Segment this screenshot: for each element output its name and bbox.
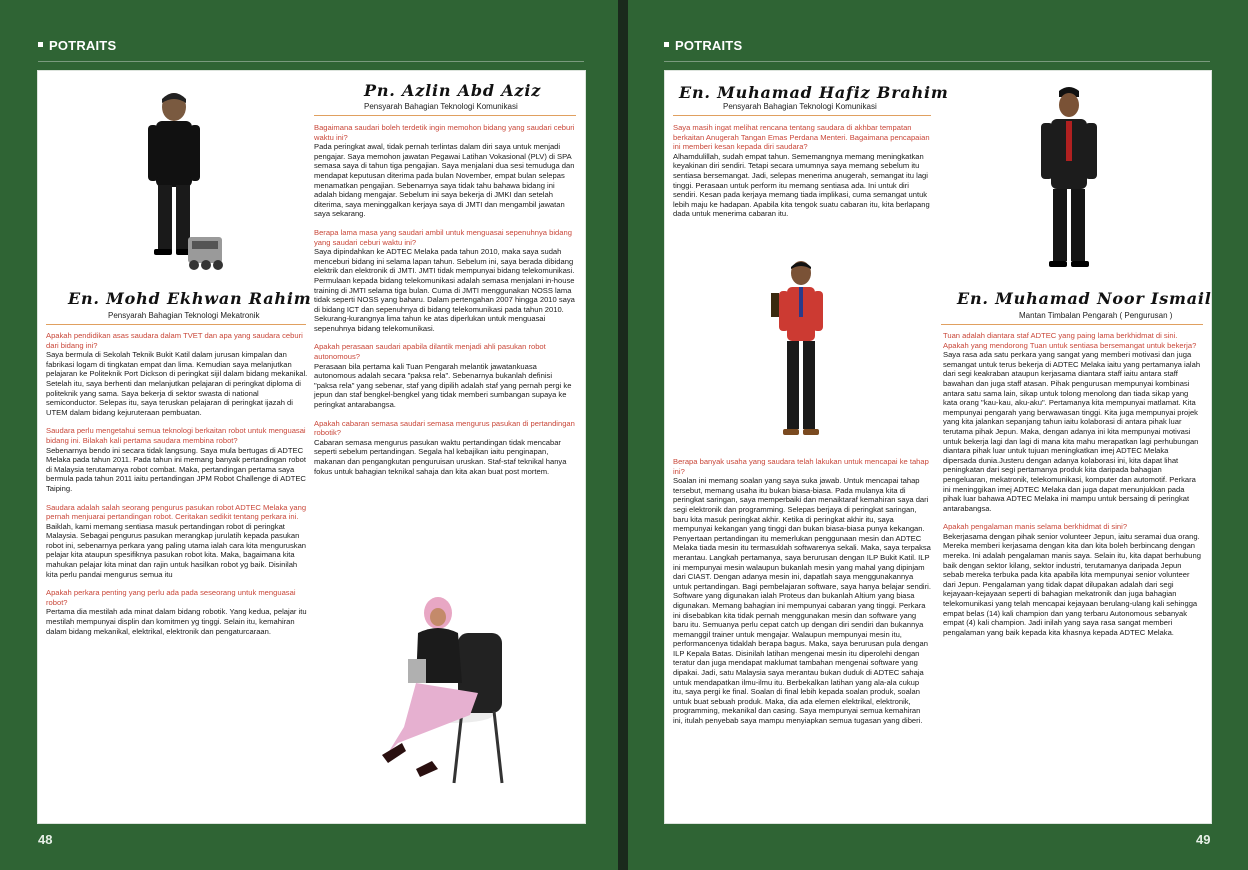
profile-role-ekhwan: Pensyarah Bahagian Teknologi Mekatronik	[108, 311, 260, 320]
bullet-icon	[664, 42, 669, 47]
question-text: Berapa banyak usaha yang saudara telah lakukan untuk mencapai ke tahap ini?	[673, 457, 929, 476]
question-text: Tuan adalah diantara staf ADTEC yang paing lama berkhidmat di sini. Apakah yang mendorong Tuan untuk sentiasa bersemangat untuk bekerja?	[943, 331, 1197, 350]
section-rule	[664, 61, 1210, 62]
answer-text: Soalan ini memang soalan yang saya suka jawab. Untuk mencapai tahap tersebut, memang usaha itu bukan biasa-biasa. Pada mulanya kita di peringkat saringan, saya memperbaiki dan menaiktaraf kemahiran saya dari segi elektronik dan programming. Selepas berjaya di peringkat saringan, baru kita masuk peringkat akhir. Ketika di peringkat akhir itu, saya mempunyai kekangan yang tinggi dan bukan biasa-biasa punya kekangan. Penyertaan pertandingan itu memerlukan penggunaan mesin dan ADTEC Melaka tiada mesin itu termasuklah softwarenya sekali. Maka, saya terpaksa merantau. Langkah pertamanya, saya berurusan dengan ILP Bukit Katil. ILP ini mempunyai mesin walaupun bukanlah mesin yang mahal yang dipinjam dari CIAST. Dengan adanya mesin ini, dapatlah saya menggunakannya untuk pertandingan. Bagi pembelajaran software, saya hanya belajar sendiri. Software yang digunakan ialah Proteus dan bukanlah Altium yang biasa digunakan. Memang bahagian ini mempunyai cabaran yang tinggi. Perkara ini disebabkan kita tidak pernah menggunakan mesin dan software yang baru itu. Semuanya perlu cepat catch up dengan diri sendiri dan bukannya memanggil trainer untuk mengajar. Walaupun mempunyai mesin itu, performancenya tidaklah berapa bagus. Maka, saya berurusan pula dengan ILP Kepala Batas. Disinilah latihan mengenai mesin itu diperolehi dengan teratur dan juga mendapat maklumat tambahan mengenai software yang dipakai. Jadi, satu Malaysia saya merantau bukan duduk di ADTEC sahaja untuk mendapatkan ilmu-ilmu itu. Berbekalkan latihan yang ala-ala cukup itu, saya pergi ke final. Soalan di final lebih kepada soalan produk, soalan untuk buat sebuah produk. Maka, dia ada elemen elektrikal, elektronik, programming, mekanikal dan casing. Saya mempunyai semua kemahiran ini, itulah penyebab saya mampu menyiapkan semua tugasan yang diberi.	[673, 476, 931, 726]
qa-block	[943, 331, 1203, 513]
qa-block	[46, 588, 308, 636]
profile-role-noor: Mantan Timbalan Pengarah ( Pengurusan )	[1019, 311, 1173, 320]
profile-name-ekhwan: En. Mohd Ekhwan Rahim	[68, 289, 312, 308]
question-text: Apakah pengalaman manis selama berkhidmat di sini?	[943, 522, 1128, 532]
answer-text: Pada peringkat awal, tidak pernah terlintas dalam diri saya untuk menjadi pengajar. Saya memohon jawatan Pegawai Latihan Vokasional (PLV) di SPA semasa saya di tahun tiga pengajian. Saya menjalani dua sesi temuduga dan mendapat keputusan diterima pada bulan November, empat bulan selepas menamatkan pengajian. Sebenarnya saya tidak tahu bahawa bidang ini adalah bidang mengajar. Sebelum ini saya bekerja di JMKI dan setelah diterima, saya meninggalkan kerjaya saya di JMTI dan mengambil jawatan saya sekarang.	[314, 142, 575, 219]
answer-text: Cabaran semasa mengurus pasukan waktu pertandingan tidak mencabar seperti sebelum pertandingan. Segala hal kebajikan iaitu penginapan, makanan dan pengangkutan penguruisan uruskan. Staf-staf teknikal hanya fokus untuk bahagian teknikal sahaja dan kita akan buat post mortem.	[314, 437, 567, 476]
portrait-photo-ekhwan	[126, 87, 236, 283]
qa-block	[314, 342, 576, 409]
section-title: POTRAITS	[664, 38, 742, 53]
answer-text: Bekerjasama dengan pihak senior volunteer Jepun, iaitu seramai dua orang. Mereka memberi kerjasama dengan kita dan kita boleh berbincang dengan mereka. Ini adalah pengalaman manis saya. Selain itu, kita dapat berhubung baik dengan sektor kilang, sektor industri, terutamanya daripada Jepun sebab mereka terbuka pada kita apabila kita mempunyai senior volunteer dari Jepun. Pengalaman yang tidak dapat dilupakan adalah dari segi kejayaan-kejayaan seperti di bahagian mekatronik dan juga bahagian telekomunikasi yang telah mencapai kejayaan berulang-ulang kali sehingga empat belas (14) kali champion dan yang terbaru Autonomous sebanyak empat (4) kali champion. Jadi inilah yang saya rasa sangat memberi pengalaman yang baik kepada kita khasnya kepada ADTEC Melaka.	[943, 531, 1201, 637]
qa-column-noor	[943, 331, 1203, 646]
question-text: Berapa lama masa yang saudari ambil untuk menguasai sepenuhnya bidang yang saudari ceburi waktu ini?	[314, 227, 572, 247]
profile-name-azlin: Pn. Azlin Abd Aziz	[364, 81, 542, 100]
bullet-icon	[38, 42, 43, 47]
question-text: Saudara perlu mengetahui semua teknologi berkaitan robot untuk menguasai bidang ini. Bilakah kali pertama saudara membina robot?	[46, 426, 306, 445]
qa-block	[943, 522, 1203, 637]
profile-role-hafiz: Pensyarah Bahagian Teknologi Komunikasi	[723, 102, 877, 111]
portrait-photo-noor	[1029, 83, 1109, 279]
qa-block	[46, 503, 308, 580]
answer-text: Perasaan bila pertama kali Tuan Pengarah melantik jawatankuasa autonomous adalah secara "paksa rela". Sebenarnya bukanlah definisi "paksa rela" yang sebenar, staf yang dipilih adalah staf yang pernah pergi ke jepun dan staf bengkel-bengkel yang tidak memberi sumbangan supaya ke peringkat antarabangsa.	[314, 361, 572, 410]
question-text: Saya masih ingat melihat rencana tentang saudara di akhbar tempatan berkaitan Anugerah Tangan Emas Perdana Menteri. Bagaimana pencapaian ini memberi kesan kepada diri saudara?	[673, 123, 930, 152]
answer-text: Baiklah, kami memang sentiasa masuk pertandingan robot di peringkat Malaysia. Sebagai pengurus pasukan merangkap jurulatih kepada pasukan robot ini, sebenarnya perkara yang paling utama ialah cara kita menguruskan pelajar kita ataupun spesifiknya pasukan robot kita. Maka, bagaimana kita mahukan pelajar kita minat dan rajin untuk hasilkan robot yg baik. Disinilah kita perlu pandai mengurus semua itu	[46, 521, 307, 579]
answer-text: Saya rasa ada satu perkara yang sangat yang memberi motivasi dan juga semangat untuk terus bekerja di ADTEC Melaka iaitu yang pertamanya ialah dari segi keakraban ataupun kerjasama diantara staff iaitu antara staff bawahan dan juga staff atasan. Pihak pengurusan mempunyai kombinasi antara satu sama lain, sikap untuk tolong menolong dan tiada sikap yang kata orang "kau-kau, aku-aku". Pertamanya kita mempunyai matlamat. Kita mempunyai pengarah yang berwawasan tinggi. Kita juga mempunyai projek yang kita jalankan sepanjang tahun iaitu kolaborasi di antara pihak luar terutama pihak Jepun. Maka, dengan adanya ini kita mempunyai motivasi untuk bekerja lagi dan lagi di mana kita mahu merapatkan lagi perhubungan diantara pihak luar untuk tujuan meningkatkan imej ADTEC Melaka dipersada dunia.Justeru dengan adanya kolaborasi ini, kita dapat lihat peningkatan dari segi pertamanya produk kita daripada bahagian pengeluaran, mekatronik, telekomunikasi, komputer dan automotif. Perkara ini meninggikan imej ADTEC Melaka dan juga dapat menunjukkan pada pihak luar bahawa ADTEC Melaka ini mampu untuk bersaing di peringkat antarabangsa.	[943, 350, 1201, 513]
qa-block	[46, 331, 308, 417]
section-rule	[38, 61, 584, 62]
qa-column-azlin	[314, 123, 576, 485]
divider-rule	[46, 324, 306, 325]
qa-column-ekhwan	[46, 331, 308, 645]
divider-rule	[941, 324, 1203, 325]
answer-text: Saya dipindahkan ke ADTEC Melaka pada tahun 2010, maka saya sudah menceburi bidang ini selama lapan tahun. Sebelum ini, saya berada dibidang elektrik dan elektronik di JMTI. JMTI tidak mempunyai bidang telekomunikasi. Permulaan kepada bidang telekomunikasi adalah semasa menjalani in-house training di JMTI selama tiga bulan. Cuma di JMTI menggunakan NOSS lama tidak seperti NOSS yang baharu. Dalam pertengahan 2007 hingga 2010 saya di bidang ICT dan sepenuhnya di bidang telekomunikasi pada tahun 2010. Sekurang-kurangnya lima tahun ke atas diperlukan untuk menguasai sepenuhnya bidang telekomunikasi.	[314, 247, 575, 333]
qa-block	[314, 228, 576, 334]
qa-block	[314, 419, 576, 477]
right-page	[628, 0, 1248, 870]
question-text: Bagaimana saudari boleh terdetik ingin memohon bidang yang saudari ceburi waktu ini?	[314, 123, 575, 142]
spread-gutter	[618, 0, 628, 870]
question-text: Apakah perkara penting yang perlu ada pada seseorang untuk menguasai robot?	[46, 588, 296, 607]
profile-name-hafiz: En. Muhamad Hafiz Brahim	[679, 83, 949, 102]
profile-role-azlin: Pensyarah Bahagian Teknologi Komunikasi	[364, 102, 518, 111]
question-text: Apakah perasaan saudari apabila dilantik menjadi ahli pasukan robot autonomous?	[314, 342, 546, 362]
question-text: Apakah cabaran semasa saudari semasa mengurus pasukan di pertandingan robotik?	[314, 418, 575, 438]
portrait-photo-hafiz	[765, 257, 835, 443]
question-text: Saudara adalah salah seorang pengurus pasukan robot ADTEC Melaka yang pernah menjuarai pertandingan robot. Ceritakan sedikit tentang perkara ini.	[46, 502, 307, 522]
divider-rule	[314, 115, 576, 116]
answer-text: Saya bermula di Sekolah Teknik Bukit Katil dalam jurusan kimpalan dan fabrikasi logam di tingkatan empat dan lima. Kemudian saya melanjutkan pelajaran ke Politeknik Port Dickson di peringkat sijil dalam bidang mekanikal. Setelah itu, saya berhenti dan melanjutkan pelajaran di peringkat diploma di politeknik yang sama. Saya bekerja di sektor swasta di national semiconductor. Selepas itu, saya teruskan pelajaran di peringkat ijazah di UTEM dalam bidang kejuruteraan pembuatan.	[46, 350, 308, 417]
left-page	[0, 0, 618, 870]
qa-block	[673, 123, 931, 219]
qa-block	[673, 457, 931, 726]
left-sheet	[37, 70, 586, 824]
answer-text: Alhamdulillah, sudah empat tahun. Sememangnya memang meningkatkan keyakinan diri sendiri. Tetapi secara umumnya saya memang sebelum itu sentiasa bersemangat. Jadi, selepas menerima anugerah, semangat itu lagi tinggi. Perasaan untuk perform itu memang sentiasa ada. Ini untuk diri sendiri. Kesan pada kerjaya memang tiada implikasi, cuma semangat untuk lebih maju ke hadapan. Apabila kita tengok suatu cabaran itu, kita berlapang dada untuk menerima cabaran itu.	[673, 151, 930, 219]
section-title: POTRAITS	[38, 38, 116, 53]
page-number-left: 48	[38, 832, 53, 847]
answer-text: Sebenarnya bendo ini secara tidak langsung. Saya mula bertugas di ADTEC Melaka pada tahun 2011. Pada tahun ini memang banyak pertandingan robot di Malaysia terutamanya robot combat. Maka, pertandingan pertama saya bermula pada tahun 2011 iaitu pertandingan JPM Robot Challenge di ADTEC Taiping.	[46, 445, 306, 493]
profile-name-noor: En. Muhamad Noor Ismail	[957, 289, 1212, 308]
qa-column-hafiz-2	[673, 457, 931, 735]
answer-text: Pertama dia mestilah ada minat dalam bidang robotik. Yang kedua, pelajar itu mestilah mempunyai displin dan komitmen yg tinggi. Selain itu, kemahiran dalam bidang mekanikal, elektrikal, elektronik dan pengaturcaraan.	[46, 607, 307, 636]
portrait-photo-azlin	[358, 593, 528, 793]
qa-block	[314, 123, 576, 219]
right-sheet	[664, 70, 1212, 824]
divider-rule	[673, 115, 931, 116]
qa-block	[46, 426, 308, 493]
page-number-right: 49	[1196, 832, 1211, 847]
question-text: Apakah pendidikan asas saudara dalam TVET dan apa yang saudara ceburi dari bidang ini?	[46, 331, 303, 350]
qa-column-hafiz	[673, 123, 931, 228]
